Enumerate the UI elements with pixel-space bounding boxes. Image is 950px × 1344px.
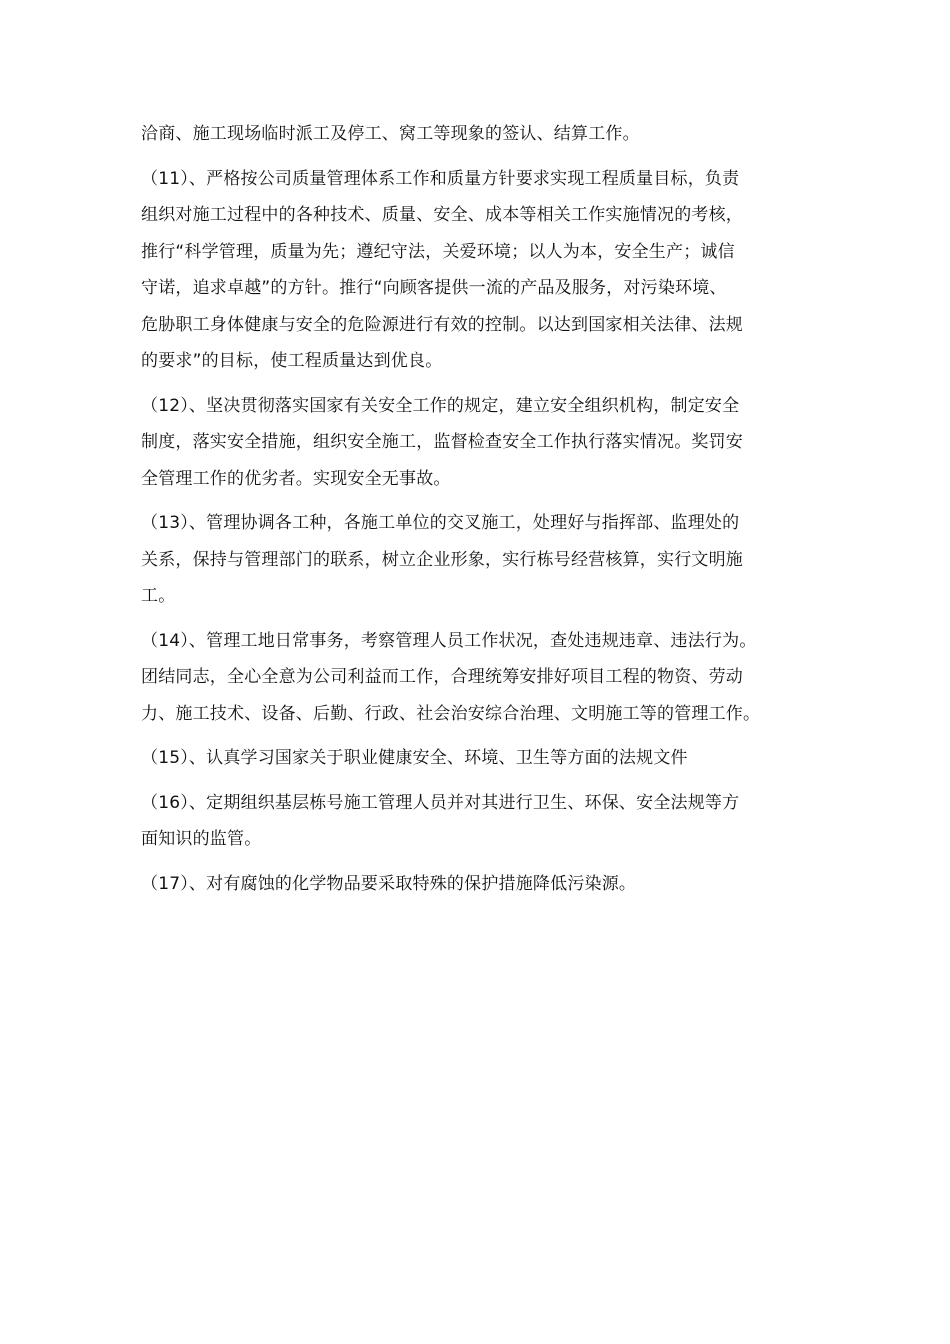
text-line: （14）、管理工地日常事务，考察管理人员工作状况，查处违规违章、违法行为。 — [141, 630, 757, 651]
text-line: 面知识的监管。 — [141, 829, 262, 849]
text-line: 关系，保持与管理部门的联系，树立企业形象，实行栋号经营核算，实行文明施 — [141, 549, 743, 570]
text-line: （12）、坚决贯彻落实国家有关安全工作的规定，建立安全组织机构，制定安全 — [141, 395, 740, 416]
paragraph-11 — [141, 161, 841, 380]
paragraph-13 — [141, 505, 841, 615]
text-line: （17）、对有腐蚀的化学物品要采取特殊的保护措施降低污染源。 — [141, 873, 637, 894]
text-line: 制度，落实安全措施，组织安全施工，监督检查安全工作执行落实情况。奖罚安 — [141, 432, 743, 452]
text-line: 组织对施工过程中的各种技术、质量、安全、成本等相关工作实施情况的考核， — [141, 205, 743, 225]
text-line: （16）、定期组织基层栋号施工管理人员并对其进行卫生、环保、安全法规等方 — [141, 792, 740, 813]
text-line: 团结同志，全心全意为公司利益而工作，合理统筹安排好项目工程的物资、劳动 — [141, 667, 743, 687]
text-line: 推行“科学管理，质量为先；遵纪守法，关爱环境；以人为本，安全生产；诚信 — [141, 241, 735, 262]
text-line: 守诺，追求卓越”的方针。推行“向顾客提供一流的产品及服务，对污染环境、 — [141, 278, 727, 298]
paragraph-12 — [141, 388, 841, 498]
paragraph-15 — [141, 740, 841, 777]
text-line: 危胁职工身体健康与安全的危险源进行有效的控制。以达到国家相关法律、法规 — [141, 314, 743, 335]
text-line: 的要求”的目标，使工程质量达到优良。 — [141, 351, 443, 371]
text-line: （11）、严格按公司质量管理体系工作和质量方针要求实现工程质量目标，负责 — [141, 168, 740, 189]
text-line: （15）、认真学习国家关于职业健康安全、环境、卫生等方面的法规文件 — [141, 748, 688, 768]
paragraph-17 — [141, 866, 841, 903]
paragraph-14 — [141, 623, 841, 733]
paragraph-16 — [141, 785, 841, 858]
paragraph-continuation — [141, 116, 841, 153]
text-line: 洽商、施工现场临时派工及停工、窝工等现象的签认、结算工作。 — [141, 124, 640, 144]
text-line: （13）、管理协调各工种，各施工单位的交叉施工，处理好与指挥部、监理处的 — [141, 513, 740, 533]
document-body — [141, 116, 841, 910]
text-line: 工。 — [141, 586, 176, 606]
text-line: 力、施工技术、设备、后勤、行政、社会治安综合治理、文明施工等的管理工作。 — [141, 703, 761, 724]
text-line: 全管理工作的优劣者。实现安全无事故。 — [141, 468, 451, 489]
